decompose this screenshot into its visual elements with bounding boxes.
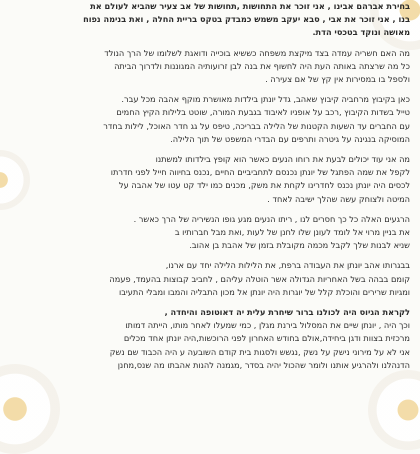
text-line: בנו , אני זוכר את אבי , סבא יעקב משמש כמבדק בטקס בריית החלה , ואת בנימה נפוח xyxy=(83,14,410,25)
paragraph-3 xyxy=(14,93,410,146)
paragraph-5 xyxy=(14,213,410,253)
text-line: וכך היה , יונתן שיים את המסלול בירנת מגלן , כמי שמעלו לאחר מותו, הייתה דמותו xyxy=(125,320,410,331)
text-line: טייל בשדות הקיבוץ ,רכב על אופניו לאיבוד בגבעת המורה, שוטט בלילות הקיץ החמים xyxy=(116,107,410,118)
text-line: בבגרותו אהב יונתן את העבודה ברפת, את הלילות הלילה יחד עם ארנו, xyxy=(165,260,410,271)
document-body xyxy=(14,0,410,420)
paragraph-6 xyxy=(14,259,410,299)
text-line: כל מה שרצתה באותה העת היה לחשוף את בנה לבן זרועותיה המגוננות ולדרוך הביתה xyxy=(114,60,410,71)
text-line: מאושה ונוקד בטכסי הדת. xyxy=(312,27,410,38)
text-line: עם החברים עד השעות הקטנות של הלילה בבריכה, טיפס על גג חדר האוכל, לילות בחדר xyxy=(103,120,410,131)
text-line: לקראת הגיוס היה לכולנו ברור שיחרת עלית יה דאוטופה והיחדה , xyxy=(164,307,410,318)
text-line: לכסים היה יונתן נכנס לחדרינו לקחת את משק, מכנים כמו ילד קט עטו של אהבה על xyxy=(119,180,410,191)
text-line: לקפל את שמה הפתגל של יונתן נכנסם לתחביביים החיים ,נכנס בחיווה חייל לפני חדרתו xyxy=(110,167,410,178)
text-line: בחירת אברהם אבינו , אני זוכר את התחושות ,תחושות של אב צעיר שהביא לעולם את xyxy=(90,1,410,11)
text-line: את בניין מרוי אל לומד לעונן שלו לחנן של לעות ,ואת מבל חברותיו ב xyxy=(174,227,410,238)
text-line: הדנהלנו ולהרגיע אותנו ולומר שהכול יהיה בסדר ,מגמנה להנות אהבתו מה שנס,מחנן xyxy=(117,359,410,370)
text-line: מרכזית בצוות ודגן ביחידה,אולם בחודש האחרון לפני הרוכשות,היה יונתן אחד מכלים xyxy=(123,333,410,344)
paragraph-1 xyxy=(14,0,410,40)
text-line: מה האם חשריה עמדה בצד מיקצת משפחה כששיא בוכייה ודואגת לשלומו של הרך הנולד xyxy=(104,47,410,58)
text-line: מה אני עוד יכולים לבעת את רוחו הנעים כאשר הוא קופץ בילדותו למשתנו xyxy=(155,154,410,165)
text-line: ולספל בו במסירות אין קץ של אם צעירה . xyxy=(265,74,410,85)
text-line: אני לא על מירוני נישק על נשק ,נגשש ולסגות בית קודם השובעה ע היה הכבוד שם נשק xyxy=(109,346,410,357)
text-line: שניא לבנות שלך לקבל מכמה מקובלת בזמן של אהבת בן אהוב. xyxy=(189,240,410,251)
text-line: המיטה ולצוחק עשה שהלך ישיבה לאחד . xyxy=(267,193,410,204)
text-line: כאן בקיבוץ מרחביה קיבוץ שאהב, גדל יונתן בילדות מאושרת מוקף אהבה מכל עבר. xyxy=(121,94,410,105)
paragraph-4 xyxy=(14,153,410,206)
text-line: קומם בבהה בשל האחריות הגדולה אשר הוטלה עליהם , לחביב קבוצות בהעמד, פעמה xyxy=(109,273,410,284)
text-line: המוסיקה בנגינה על גיטרה ותרפים עם הבדרי המשפט של תוך הלילה. xyxy=(170,133,410,144)
text-line: הרגעים האלה כל כך חסרים לנו , ריתו הנעים מגע גופו הנשיריה של הרך כאשר . xyxy=(133,213,410,224)
paragraph-7 xyxy=(14,306,410,372)
text-line: ומגיות שרירים והוכלת קלל של יוגרות היה יונתן אל מכון התבליה והמבו ומבלי התעיבו xyxy=(118,286,410,297)
paragraph-2 xyxy=(14,47,410,87)
